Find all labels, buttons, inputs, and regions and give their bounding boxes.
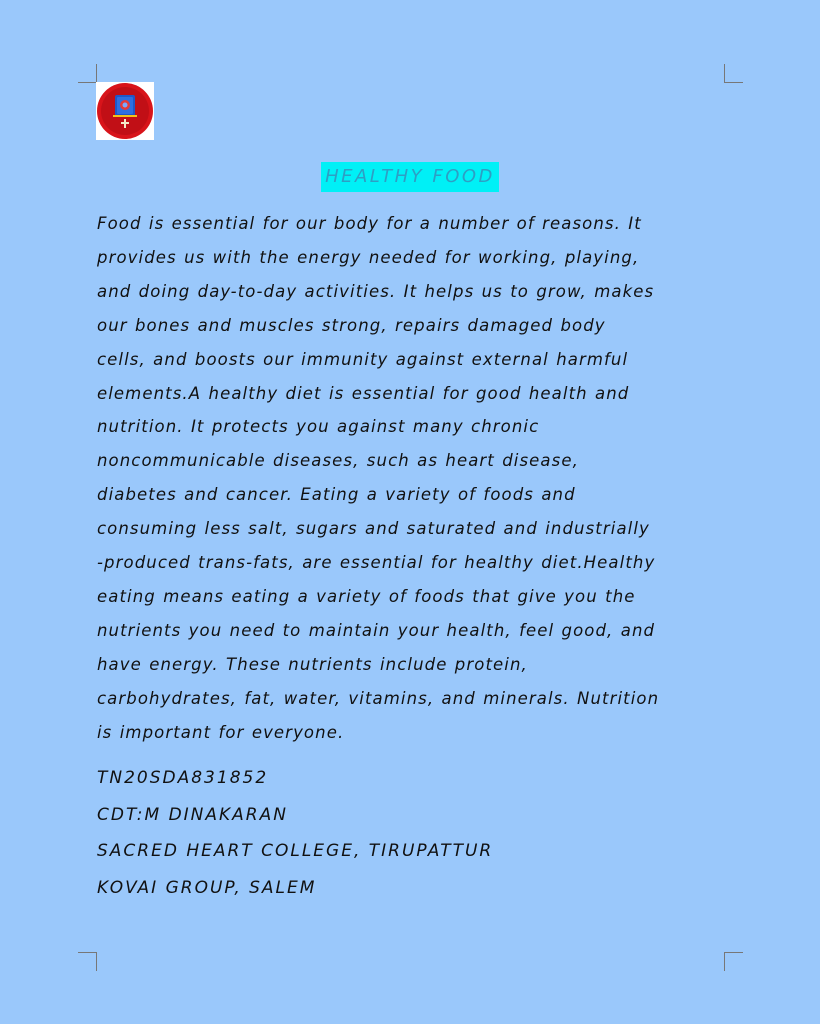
body-line: cells, and boosts our immunity against external harmful [97, 349, 629, 369]
body-line: nutrients you need to maintain your health, feel good, and [97, 620, 656, 640]
body-line: our bones and muscles strong, repairs damaged body [97, 315, 606, 335]
body-line: eating means eating a variety of foods that give you the [97, 586, 636, 606]
author-footer [97, 760, 493, 906]
crop-mark-bottom-right [724, 952, 743, 971]
college-emblem-icon [96, 82, 154, 140]
body-line: carbohydrates, fat, water, vitamins, and minerals. Nutrition [97, 688, 660, 708]
body-line: elements.A healthy diet is essential for good health and [97, 383, 630, 403]
body-line: noncommunicable diseases, such as heart disease, [97, 451, 579, 471]
cadet-id: TN20SDA831852 [97, 768, 269, 788]
body-line: is important for everyone. [97, 722, 345, 742]
crop-mark-top-right [724, 64, 743, 83]
document-title [0, 162, 820, 192]
body-line: provides us with the energy needed for working, playing, [97, 247, 640, 267]
cadet-name: CDT:M DINAKARAN [97, 804, 288, 825]
body-line: -produced trans-fats, are essential for healthy diet.Healthy [97, 553, 656, 573]
body-line: have energy. These nutrients include protein, [97, 654, 528, 674]
body-line: diabetes and cancer. Eating a variety of foods and [97, 485, 576, 505]
college-name: SACRED HEART COLLEGE, TIRUPATTUR [97, 841, 494, 861]
body-line: and doing day-to-day activities. It helps us to grow, makes [97, 281, 655, 301]
title-text: HEALTHY FOOD [321, 162, 499, 192]
group-name: KOVAI GROUP, SALEM [97, 877, 317, 898]
body-line: Food is essential for our body for a number of reasons. It [97, 214, 642, 233]
body-line: nutrition. It protects you against many chronic [97, 417, 540, 437]
crop-mark-top-left [78, 64, 97, 83]
body-paragraph [97, 207, 727, 750]
body-line: consuming less salt, sugars and saturated and industrially [97, 519, 650, 539]
crop-mark-bottom-left [78, 952, 97, 971]
